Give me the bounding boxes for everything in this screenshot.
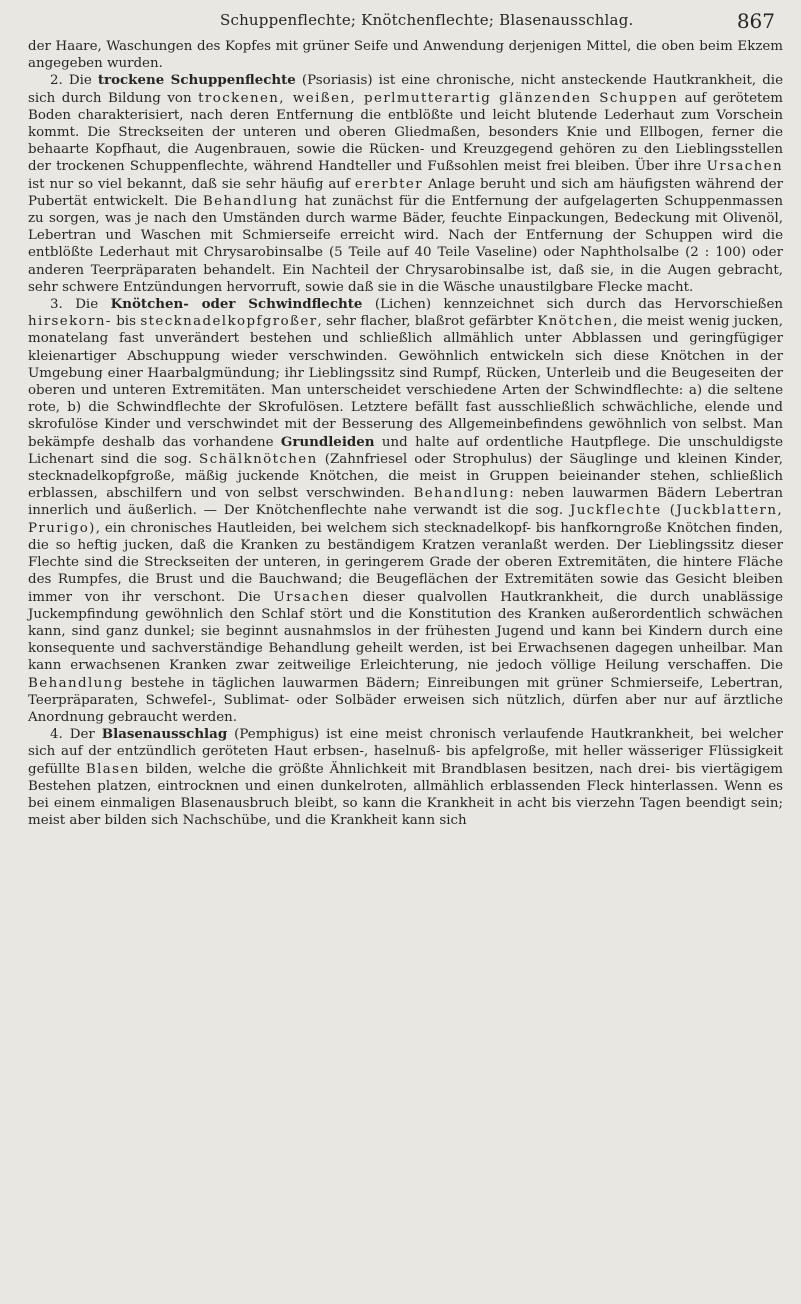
text-run: auf gerötetem Boden charakterisiert, nach deren Entfernung die entblößte und leicht blutende Lederhaut zum Vorschein kommt. Die Streckseiten der unteren und oberen Gliedmaßen, besonders Knie und Ellbogen, ferner die behaarte Kopfhaut, die Augenbrauen, sowie die Rücken- und Kreuzgegend gehören zu den Lieblingsstellen der trockenen Schuppenflechte, während Handteller und Fußsohlen meist frei bleiben. Über ihre <box>28 90 783 175</box>
paragraph-pemphigus <box>28 726 783 829</box>
emphasized-text: Knötchen <box>537 314 614 330</box>
term-heading: Knötchen- oder Schwindflechte <box>110 296 363 313</box>
term-heading: Grundleiden <box>280 433 375 450</box>
emphasized-text: Juckflechte (Juckblattern, Prurigo) <box>28 503 784 536</box>
paragraph-lichen <box>28 296 783 726</box>
text-run: : neben lauwarmen Bädern Lebertran innerlich und äußerlich. — Der Knötchenflechte nahe verwandt ist die sog. <box>28 486 783 519</box>
text-run: dieser qualvollen Hautkrankheit, die durch unablässige Juckempfindung gewöhnlich den Schlaf stört und die Konstitution des Kranken außerordentlich schwächen kann, sind ganz dunkel; sie beginnt ausnahmslos in der frühesten Jugend und kann bei Kindern durch eine konsequente und sachverständige Behandlung geheilt werden, ist bei Erwachsenen dagegen unheilbar. Man kann erwachsenen Kranken zwar zeitweilige Erleichterung, nie jedoch völlige Heilung verschaffen. Die <box>28 589 783 674</box>
text-run: (Pemphigus) ist eine meist chronisch verlaufende Hautkrankheit, bei welcher sich auf der entzündlich geröteten Haut erbsen-, haselnuß- bis apfelgroße, mit heller wässeriger Flüssigkeit gefüllte <box>28 727 783 777</box>
text-run: 3. Die <box>50 297 111 313</box>
paragraph-1 <box>28 38 783 72</box>
paragraph-psoriasis <box>28 72 783 296</box>
emphasized-text: ererbter <box>354 176 423 192</box>
text-run: (Psoriasis) ist eine chronische, nicht ansteckende Hautkrankheit, die sich durch Bildung von <box>28 73 784 106</box>
text-run: und halte auf ordentliche Hautpflege. Die unschuldigste Lichenart sind die sog. <box>28 434 783 467</box>
running-title: Schuppenflechte; Knötchenflechte; Blasenausschlag. <box>220 11 634 29</box>
emphasized-text: Blasen <box>85 761 140 777</box>
page-header <box>0 0 801 40</box>
emphasized-text: Ursachen <box>273 589 350 605</box>
text-run: (Lichen) kennzeichnet sich durch das Hervorschießen <box>362 297 784 313</box>
emphasized-text: stecknadelkopfgroßer <box>140 314 318 330</box>
emphasized-text: Schälknötchen <box>199 451 318 467</box>
text-run: , die meist wenig jucken, monatelang fast unverändert bestehen und schließlich allmählich unter Abblassen und geringfügiger kleienartiger Abschuppung wieder verschwinden. Gewöhnlich entwickeln sich diese Knötchen in der Umgebung einer Haarbalgmündung; ihr Lieblingssitz sind Rumpf, Rücken, Unterleib und die Beugeseiten der oberen und unteren Extremitäten. Man unterscheidet verschiedene Arten der Schwindflechte: a) die seltene rote, b) die Schwindflechte der Skrofulösen. Letztere befällt fast ausschließlich schwächliche, elende und skrofulöse Kinder und verschwindet mit der Besserung des Allgemeinbefindens gewöhnlich von selbst. Man bekämpfe deshalb das vorhandene <box>28 314 783 450</box>
emphasized-text: Behandlung <box>413 486 510 502</box>
text-run: , ein chronisches Hautleiden, bei welchem sich stecknadelkopf- bis hanfkorngroße Knötchen finden, die so heftig jucken, daß die Kranken zu beständigem Kratzen veranlaßt werden. Der Lieblingssitz dieser Flechte sind die Streckseiten der unteren, in geringerem Grade der oberen Extremitäten, die hintere Fläche des Rumpfes, die Brust und die Bauchwand; die Beugeflächen der Extremitäten sowie das Gesicht bleiben immer von ihr verschont. Die <box>28 520 783 605</box>
text-run: Anlage beruht und sich am häufigsten während der Pubertät entwickelt. Die <box>28 176 783 209</box>
emphasized-text: Ursachen <box>706 159 783 175</box>
term-heading: trockene Schuppenflechte <box>97 72 296 89</box>
text-run: bestehe in täglichen lauwarmen Bädern; Einreibungen mit grüner Schmierseife, Lebertran, Teerpräparaten, Schwefel-, Sublimat- oder Solbäder erweisen sich nützlich, dürfen aber nur auf ärztliche Anordnung gebraucht werden. <box>28 675 783 725</box>
text-run: der Haare, Waschungen des Kopfes mit grüner Seife und Anwendung derjenigen Mittel, die oben beim Ekzem angegeben wurden. <box>28 39 783 72</box>
text-run: 2. Die <box>50 73 98 89</box>
page-number: 867 <box>736 9 775 33</box>
term-heading: Blasenausschlag <box>101 726 228 743</box>
text-run: hat zunächst für die Entfernung der aufgelagerten Schuppenmassen zu sorgen, was je nach den Umständen durch warme Bäder, feuchte Einpackungen, Bedeckung mit Olivenöl, Lebertran und Waschen mit Schmierseife erreicht wird. Nach der Entfernung der Schuppen wird die entblößte Lederhaut mit Chrysarobinsalbe (5 Teile auf 40 Teile Vaseline) oder Naphtholsalbe (2 : 100) oder anderen Teerpräparaten behandelt. Ein Nachteil der Chrysarobinsalbe ist, daß sie, in die Augen gebracht, sehr schwere Entzündungen hervorruft, sowie daß sie in die Wäsche unaustilgbare Flecke macht. <box>28 193 783 295</box>
text-run: 4. Der <box>50 727 102 743</box>
emphasized-text: trockenen, weißen, perlmutterartig glänzenden Schuppen <box>198 90 679 106</box>
emphasized-text: hirsekorn- <box>28 314 112 330</box>
body-text <box>28 38 783 829</box>
text-run: , sehr flacher, blaßrot gefärbter <box>317 314 538 330</box>
text-run: bilden, welche die größte Ähnlichkeit mit Brandblasen besitzen, nach drei- bis viertägigem Bestehen platzen, eintrocknen und einen dunkelroten, allmählich erblassenden Fleck hinterlassen. Wenn es bei einem einmaligen Blasenausbruch bleibt, so kann die Krankheit in acht bis vierzehn Tagen beendigt sein; meist aber bilden sich Nachschübe, und die Krankheit kann sich <box>28 761 783 829</box>
text-run: (Zahnfriesel oder Strophulus) der Säuglinge und kleinen Kinder, stecknadelkopfgroße, mäßig juckende Knötchen, die meist in Gruppen beieinander stehen, schließlich erblassen, abschilfern und von selbst verschwinden. <box>28 451 783 502</box>
text-run: bis <box>111 314 141 330</box>
emphasized-text: Behandlung <box>28 675 124 691</box>
text-run: ist nur so viel bekannt, daß sie sehr häufig auf <box>28 176 355 192</box>
emphasized-text: Behandlung <box>202 193 299 209</box>
